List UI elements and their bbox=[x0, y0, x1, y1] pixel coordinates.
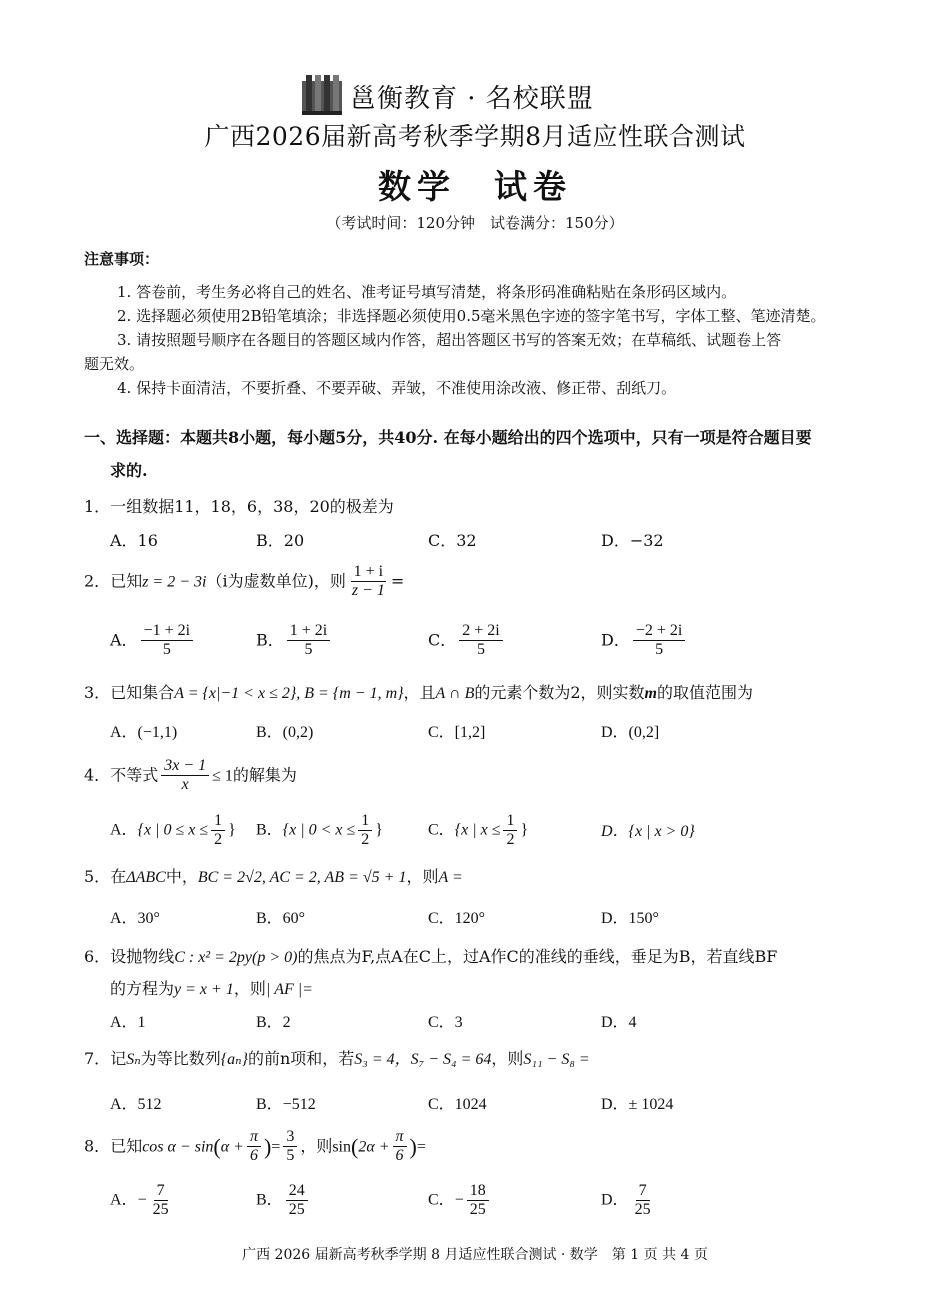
q5-option-b: B．60° bbox=[256, 910, 306, 927]
exam-info: （考试时间：120分钟 试卷满分：150分） bbox=[326, 214, 624, 232]
q6-option-d: D．4 bbox=[601, 1014, 637, 1031]
q6-option-a: A．1 bbox=[110, 1014, 146, 1031]
question-6: 6．设抛物线C : x² = 2py(p > 0)的焦点为F,点A在C上，过A作C的准线的垂线，垂足为B，若直线BF bbox=[84, 947, 778, 966]
section-heading-cont: 求的. bbox=[110, 461, 148, 480]
notice-title: 注意事项： bbox=[84, 250, 160, 268]
school-logo-icon bbox=[300, 73, 344, 117]
q3-option-c: C．[1,2] bbox=[428, 724, 486, 741]
question-6-cont: 的方程为y = x + 1，则| AF |= bbox=[110, 979, 313, 998]
q8-option-b: B． $\frac{24}{25}$ bbox=[256, 1182, 311, 1220]
q7-option-c: C．1024 bbox=[428, 1096, 487, 1113]
question-4: 4．不等式 $\frac{3x - 1}{x}$ ≤ 1的解集为 bbox=[84, 757, 297, 794]
q4-option-c: C．{x | x ≤ $\frac{1}{2}$ } bbox=[428, 812, 529, 849]
q2-option-d: D． $\frac{-2 + 2i}{5}$ bbox=[601, 622, 688, 660]
org-name: 邕衡教育 · 名校联盟 bbox=[350, 84, 594, 114]
question-7: 7．记Sₙ为等比数列{aₙ}的前n项和，若S₃ = 4，S₇ − S₄ = 64，则S₁₁ − S₈ = bbox=[84, 1049, 590, 1068]
notice-item: 题无效。 bbox=[84, 355, 145, 373]
question-2: 2．已知z = 2 − 3i（i为虚数单位)，则 $\frac{1 + i}{z - 1}$ = bbox=[84, 563, 405, 600]
q3-option-d: D．(0,2] bbox=[601, 724, 660, 741]
q1-option-d: D．−32 bbox=[601, 531, 664, 550]
question-1: 1．一组数据11，18，6，38，20的极差为 bbox=[84, 497, 394, 516]
question-3: 3．已知集合A = {x|−1 < x ≤ 2}, B = {m − 1, m}，且A ∩ B的元素个数为2，则实数m的取值范围为 bbox=[84, 683, 754, 702]
q8-option-d: D． $\frac{7}{25}$ bbox=[601, 1182, 651, 1219]
q4-option-d: D．{x | x > 0} bbox=[601, 823, 695, 840]
page-footer: 广西 2026 届新高考秋季学期 8 月适应性联合测试 · 数学 第 1 页 共 4 页 bbox=[242, 1247, 708, 1263]
q2-option-b: B． $\frac{1 + 2i}{5}$ bbox=[256, 622, 333, 660]
q1-option-a: A．16 bbox=[110, 531, 158, 550]
section-heading: 一、选择题：本题共8小题，每小题5分，共40分. 在每小题给出的四个选项中，只有一项是符合题目要 bbox=[84, 428, 812, 447]
exam-title: 广西2026届新高考秋季学期8月适应性联合测试 bbox=[204, 122, 746, 151]
subject-title: 数学 试卷 bbox=[378, 167, 572, 206]
q5-option-d: D．150° bbox=[601, 910, 659, 927]
q7-option-b: B．−512 bbox=[256, 1096, 316, 1113]
q7-option-d: D．± 1024 bbox=[601, 1096, 674, 1113]
notice-item: 2. 选择题必须使用2B铅笔填涂；非选择题必须使用0.5毫米黑色字迹的签字笔书写，字体工整、笔迹清楚。 bbox=[117, 307, 826, 325]
q5-option-c: C．120° bbox=[428, 910, 486, 927]
q8-option-c: C．− $\frac{18}{25}$ bbox=[428, 1182, 492, 1220]
q4-option-a: A．{x | 0 ≤ x ≤ $\frac{1}{2}$ } bbox=[110, 812, 236, 849]
q2-option-c: C． $\frac{2 + 2i}{5}$ bbox=[428, 622, 506, 660]
q5-option-a: A．30° bbox=[110, 910, 160, 927]
notice-item: 3. 请按照题号顺序在各题目的答题区域内作答，超出答题区书写的答案无效；在草稿纸、试题卷上答 bbox=[117, 331, 782, 349]
q4-option-b: B．{x | 0 < x ≤ $\frac{1}{2}$ } bbox=[256, 812, 383, 849]
q1-option-c: C．32 bbox=[428, 531, 477, 550]
question-8: 8．已知cos α − sin(α + $\frac{\pi}{6}$ )= $\frac{3}{5}$ ，则sin(2α + $\frac{\pi}{6}$ )= bbox=[84, 1128, 426, 1165]
q3-option-b: B．(0,2) bbox=[256, 724, 314, 741]
q6-option-c: C．3 bbox=[428, 1014, 463, 1031]
q6-option-b: B．2 bbox=[256, 1014, 291, 1031]
q2-option-a: A． $\frac{-1 + 2i}{5}$ bbox=[110, 622, 196, 660]
notice-item: 1. 答卷前，考生务必将自己的姓名、准考证号填写清楚，将条形码准确粘贴在条形码区域内。 bbox=[117, 283, 737, 301]
q3-option-a: A．(−1,1) bbox=[110, 724, 178, 741]
notice-item: 4. 保持卡面清洁，不要折叠、不要弄破、弄皱，不准使用涂改液、修正带、刮纸刀。 bbox=[117, 379, 677, 397]
question-5: 5．在ΔABC中，BC = 2√2, AC = 2, AB = √5 + 1，则A = bbox=[84, 867, 463, 886]
q8-option-a: A．− $\frac{7}{25}$ bbox=[110, 1182, 169, 1219]
q7-option-a: A．512 bbox=[110, 1096, 162, 1113]
q1-option-b: B．20 bbox=[256, 531, 305, 550]
